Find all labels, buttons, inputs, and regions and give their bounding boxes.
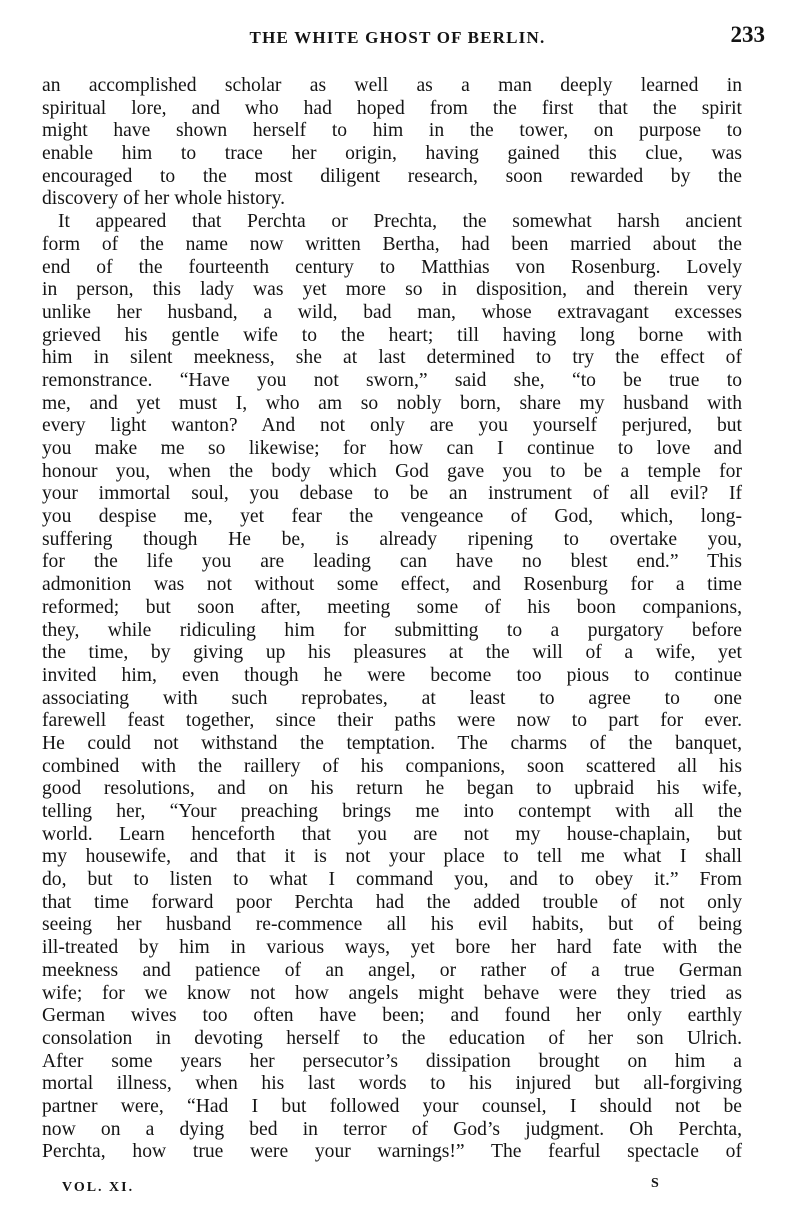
text-line: might have shown herself to him in the tower, on purpose to xyxy=(42,120,742,142)
text-line: form of the name now written Bertha, had been married about the xyxy=(42,233,742,255)
text-line: associating with such reprobates, at least to agree to one xyxy=(42,687,742,709)
text-line: that time forward poor Perchta had the added trouble of not only xyxy=(42,891,742,913)
text-line: reformed; but soon after, meeting some of his boon companions, xyxy=(42,596,742,618)
text-line: seeing her husband re-commence all his evil habits, but of being xyxy=(42,914,742,936)
text-line: partner were, “Had I but followed your counsel, I should not be xyxy=(42,1095,742,1117)
running-title: THE WHITE GHOST OF BERLIN. xyxy=(249,28,546,47)
text-line: unlike her husband, a wild, bad man, whose extravagant excesses xyxy=(42,301,742,323)
text-line: admonition was not without some effect, and Rosenburg for a time xyxy=(42,574,742,596)
text-line: you despise me, yet fear the vengeance of God, which, long- xyxy=(42,506,742,528)
text-line: enable him to trace her origin, having gained this clue, was xyxy=(42,143,742,165)
text-line: ill-treated by him in various ways, yet bore her hard fate with the xyxy=(42,937,742,959)
text-line: combined with the raillery of his companions, soon scattered all his xyxy=(42,755,742,777)
text-line: you make me so likewise; for how can I continue to love and xyxy=(42,438,742,459)
text-line: He could not withstand the temptation. The charms of the banquet, xyxy=(42,732,742,754)
text-line: German wives too often have been; and found her only earthly xyxy=(42,1005,742,1027)
text-line: end of the fourteenth century to Matthias von Rosenburg. Lovely xyxy=(42,256,742,278)
text-line: wife; for we know not how angels might behave were they tried as xyxy=(42,982,742,1004)
page-number: 233 xyxy=(730,22,765,47)
text-line: meekness and patience of an angel, or rather of a true German xyxy=(42,959,742,981)
text-line: good resolutions, and on his return he began to upbraid his wife, xyxy=(42,778,742,800)
text-line: telling her, “Your preaching brings me into contempt with all the xyxy=(42,801,742,822)
text-line: your immortal soul, you debase to be an instrument of all evil? If xyxy=(42,483,742,505)
text-line: farewell feast together, since their paths were now to part for ever. xyxy=(42,710,742,732)
text-line: Perchta, how true were your warnings!” The fearful spectacle of xyxy=(42,1141,742,1163)
text-line: my housewife, and that it is not your place to tell me what I shall xyxy=(42,846,742,868)
text-line: in person, this lady was yet more so in disposition, and therein very xyxy=(42,279,742,301)
text-line: suffering though He be, is already ripening to overtake you, xyxy=(42,528,742,550)
text-line: After some years her persecutor’s dissipation brought on him a xyxy=(42,1050,742,1072)
text-line: grieved his gentle wife to the heart; till having long borne with xyxy=(42,324,742,346)
text-line: for the life you are leading can have no blest end.” This xyxy=(42,551,742,573)
text-line: encouraged to the most diligent research, soon rewarded by the xyxy=(42,165,742,187)
text-line: the time, by giving up his pleasures at the will of a wife, yet xyxy=(42,642,742,664)
text-line: now on a dying bed in terror of God’s judgment. Oh Perchta, xyxy=(42,1118,742,1140)
text-line: him in silent meekness, she at last determined to try the effect of xyxy=(42,347,742,369)
text-line: they, while ridiculing him for submitting to a purgatory before xyxy=(42,619,742,641)
signature-mark: S xyxy=(651,1176,659,1191)
text-line: do, but to listen to what I command you, and to obey it.” From xyxy=(42,869,742,891)
text-line: me, and yet must I, who am so nobly born, share my husband with xyxy=(42,392,742,414)
text-line: spiritual lore, and who had hoped from the first that the spirit xyxy=(42,97,742,119)
body-text xyxy=(42,75,742,1164)
volume-label: VOL. XI. xyxy=(62,1180,135,1195)
text-line: consolation in devoting herself to the education of her son Ulrich. xyxy=(42,1027,742,1049)
text-line: invited him, even though he were become too pious to continue xyxy=(42,664,742,686)
text-line: every light wanton? And not only are you yourself perjured, but xyxy=(42,415,742,437)
text-line: It appeared that Perchta or Prechta, the somewhat harsh ancient xyxy=(58,211,742,233)
text-line: an accomplished scholar as well as a man deeply learned in xyxy=(42,75,742,96)
text-line: mortal illness, when his last words to his injured but all-forgiving xyxy=(42,1073,742,1095)
text-line: honour you, when the body which God gave you to be a temple for xyxy=(42,460,742,482)
text-line: remonstrance. “Have you not sworn,” said she, “to be true to xyxy=(42,369,742,391)
text-line: discovery of her whole history. xyxy=(42,188,286,210)
text-line: world. Learn henceforth that you are not my house-chaplain, but xyxy=(42,823,742,845)
